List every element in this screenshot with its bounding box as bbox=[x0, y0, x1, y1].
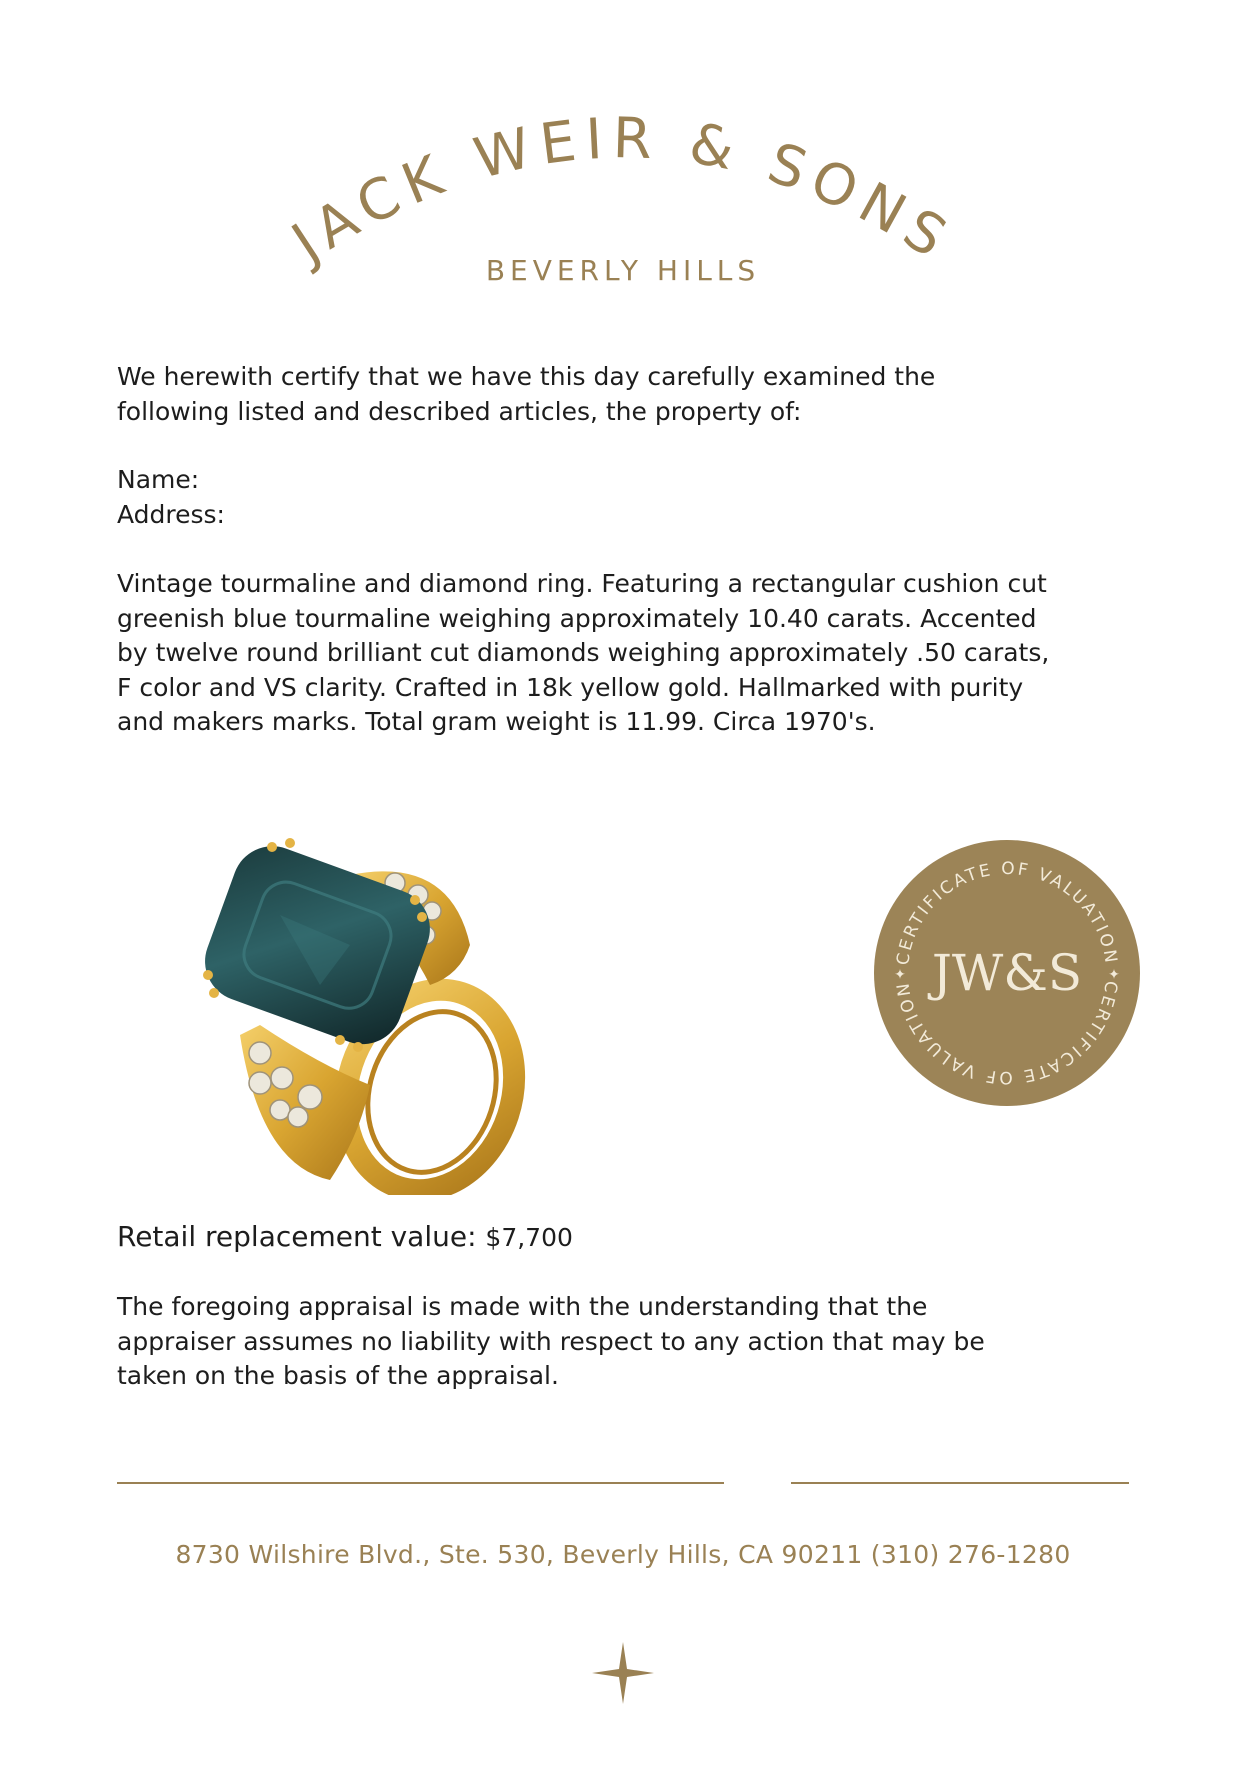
description-line: by twelve round brilliant cut diamonds weighing approximately .50 carats, bbox=[117, 638, 1050, 667]
ring-image bbox=[200, 835, 550, 1195]
footer-address: 8730 Wilshire Blvd., Ste. 530, Beverly Hills, CA 90211 (310) 276-1280 bbox=[175, 1540, 1071, 1569]
seal-ring-text-top: CERTIFICATE OF VALUATION bbox=[893, 858, 1121, 967]
star-icon bbox=[592, 1642, 654, 1704]
seal-ring-text-bottom: CERTIFICATE OF VALUATION bbox=[893, 979, 1121, 1088]
description-line: greenish blue tourmaline weighing approximately 10.40 carats. Accented bbox=[117, 603, 1037, 633]
signature-line-date bbox=[791, 1482, 1129, 1484]
owner-fields bbox=[117, 463, 1147, 532]
disclaimer-line: taken on the basis of the appraisal. bbox=[117, 1361, 559, 1390]
brand-name: JACK WEIR & SONS bbox=[281, 106, 965, 276]
disclaimer-paragraph bbox=[117, 1290, 1147, 1394]
item-description bbox=[117, 567, 1147, 740]
disclaimer-line: appraiser assumes no liability with respect to any action that may be bbox=[117, 1326, 985, 1356]
valuation-seal bbox=[872, 838, 1142, 1108]
intro-line: We herewith certify that we have this day carefully examined the bbox=[117, 362, 936, 391]
name-label: Name: bbox=[117, 465, 200, 494]
description-line: and makers marks. Total gram weight is 11.99. Circa 1970's. bbox=[117, 707, 876, 736]
intro-line: following listed and described articles, the property of: bbox=[117, 396, 802, 426]
seal-monogram: JW&S bbox=[931, 944, 1083, 1002]
seal-star-left: ✦ bbox=[894, 967, 906, 983]
seal-star-right: ✦ bbox=[1108, 967, 1120, 983]
address-label: Address: bbox=[117, 499, 225, 529]
retail-amount: $7,700 bbox=[485, 1223, 573, 1252]
retail-value-line bbox=[117, 1220, 573, 1253]
intro-paragraph bbox=[117, 360, 1147, 429]
signature-line-appraiser bbox=[117, 1482, 724, 1484]
description-line: Vintage tourmaline and diamond ring. Featuring a rectangular cushion cut bbox=[117, 569, 1047, 598]
disclaimer-line: The foregoing appraisal is made with the understanding that the bbox=[117, 1292, 928, 1321]
description-line: F color and VS clarity. Crafted in 18k yellow gold. Hallmarked with purity bbox=[117, 672, 1024, 702]
brand-location: BEVERLY HILLS bbox=[485, 254, 761, 287]
retail-label: Retail replacement value: bbox=[117, 1220, 477, 1253]
